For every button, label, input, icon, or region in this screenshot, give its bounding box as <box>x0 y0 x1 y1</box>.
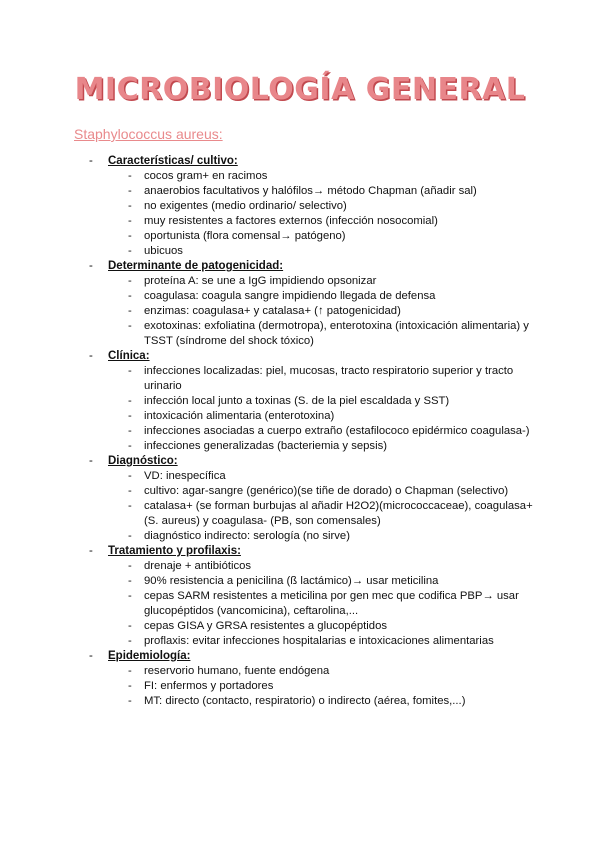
bullet-dash: - <box>128 290 132 302</box>
bullet-dash: - <box>128 230 132 242</box>
bullet-dash: - <box>128 470 132 482</box>
bullet-dash: - <box>128 395 132 407</box>
section-heading <box>0 544 600 559</box>
bullet-dash: - <box>128 575 132 587</box>
list-item <box>0 439 600 454</box>
bullet-dash: - <box>128 485 132 497</box>
list-item <box>0 289 600 304</box>
list-item <box>0 169 600 184</box>
list-item <box>0 319 600 349</box>
bullet-dash: - <box>128 680 132 692</box>
list-item <box>0 184 600 199</box>
bullet-dash: - <box>89 455 93 467</box>
list-item-text: cultivo: agar-sangre (genérico)(se tiñe de dorado) o Chapman (selectivo) <box>144 485 509 497</box>
list-item-text: enzimas: coagulasa+ y catalasa+ (↑ patogenicidad) <box>144 305 401 317</box>
list-item-text: catalasa+ (se forman burbujas al añadir H2O2)(micrococcaceae), coagulasa+ (S. aureus) y coagulasa- (PB, son comensales) <box>144 500 533 527</box>
list-item-text: infecciones generalizadas (bacteriemia y sepsis) <box>144 440 387 452</box>
section-heading-text: Tratamiento y profilaxis: <box>108 545 241 557</box>
list-item-text: cocos gram+ en racimos <box>144 170 268 182</box>
list-item <box>0 214 600 229</box>
list-item-text: oportunista (flora comensal→ patógeno) <box>144 230 346 242</box>
list-item <box>0 619 600 634</box>
list-item <box>0 199 600 214</box>
bullet-dash: - <box>128 365 132 377</box>
bullet-dash: - <box>128 635 132 647</box>
bullet-dash: - <box>128 185 132 197</box>
list-item-text: drenaje + antibióticos <box>144 560 252 572</box>
section-heading-text: Clínica: <box>108 350 150 362</box>
bullet-dash: - <box>89 260 93 272</box>
list-item-text: cepas SARM resistentes a meticilina por gen mec que codifica PBP→ usar glucopéptidos (vancomicina), ceftarolina,... <box>144 590 519 617</box>
section <box>0 649 600 709</box>
section-heading-text: Epidemiología: <box>108 650 191 662</box>
section-heading-text: Determinante de patogenicidad: <box>108 260 284 272</box>
list-item-text: VD: inespecífica <box>144 470 226 482</box>
list-item-text: FI: enfermos y portadores <box>144 680 274 692</box>
list-item <box>0 634 600 649</box>
list-item <box>0 664 600 679</box>
list-item-text: proteína A: se une a IgG impidiendo opsonizar <box>144 275 377 287</box>
bullet-dash: - <box>128 425 132 437</box>
section-heading <box>0 349 600 364</box>
bullet-dash: - <box>128 620 132 632</box>
list-item-text: infección local junto a toxinas (S. de la piel escaldada y SST) <box>144 395 450 407</box>
section <box>0 259 600 349</box>
organism-subtitle: Staphylococcus aureus: <box>74 126 223 142</box>
list-item-text: proflaxis: evitar infecciones hospitalarias e intoxicaciones alimentarias <box>144 635 494 647</box>
notes-content <box>0 154 600 709</box>
page-title: MICROBIOLOGÍA GENERAL <box>74 72 526 107</box>
list-item-text: muy resistentes a factores externos (infección nosocomial) <box>144 215 438 227</box>
bullet-dash: - <box>89 155 93 167</box>
list-item <box>0 499 600 529</box>
list-item <box>0 409 600 424</box>
list-item <box>0 244 600 259</box>
bullet-dash: - <box>128 500 132 512</box>
list-item-text: reservorio humano, fuente endógena <box>144 665 330 677</box>
bullet-dash: - <box>128 215 132 227</box>
bullet-dash: - <box>128 245 132 257</box>
bullet-dash: - <box>128 275 132 287</box>
list-item-text: MT: directo (contacto, respiratorio) o indirecto (aérea, fomites,...) <box>144 695 466 707</box>
list-item-text: ubicuos <box>144 245 183 257</box>
list-item <box>0 424 600 439</box>
bullet-dash: - <box>128 665 132 677</box>
list-item <box>0 484 600 499</box>
list-item-text: 90% resistencia a penicilina (ß lactámico)→ usar meticilina <box>144 575 439 587</box>
list-item-text: diagnóstico indirecto: serología (no sirve) <box>144 530 350 542</box>
section-heading <box>0 649 600 664</box>
list-item-text: exotoxinas: exfoliatina (dermotropa), enterotoxina (intoxicación alimentaria) y TSST (síndrome del shock tóxico) <box>144 320 529 347</box>
list-item-text: infecciones asociadas a cuerpo extraño (estafilococo epidérmico coagulasa-) <box>144 425 530 437</box>
list-item-text: anaerobios facultativos y halófilos→ método Chapman (añadir sal) <box>144 185 477 197</box>
bullet-dash: - <box>128 590 132 602</box>
list-item <box>0 394 600 409</box>
list-item-text: no exigentes (medio ordinario/ selectivo) <box>144 200 347 212</box>
section-heading-text: Características/ cultivo: <box>108 155 238 167</box>
bullet-dash: - <box>128 305 132 317</box>
bullet-dash: - <box>89 650 93 662</box>
list-item <box>0 529 600 544</box>
list-item <box>0 274 600 289</box>
section-heading <box>0 154 600 169</box>
list-item <box>0 364 600 394</box>
list-item-text: coagulasa: coagula sangre impidiendo llegada de defensa <box>144 290 436 302</box>
bullet-dash: - <box>128 200 132 212</box>
list-item <box>0 304 600 319</box>
bullet-dash: - <box>128 530 132 542</box>
list-item <box>0 694 600 709</box>
list-item <box>0 559 600 574</box>
bullet-dash: - <box>128 170 132 182</box>
bullet-dash: - <box>89 350 93 362</box>
bullet-dash: - <box>89 545 93 557</box>
section <box>0 544 600 649</box>
section <box>0 454 600 544</box>
bullet-dash: - <box>128 320 132 332</box>
list-item-text: intoxicación alimentaria (enterotoxina) <box>144 410 335 422</box>
section-heading-text: Diagnóstico: <box>108 455 178 467</box>
section-heading <box>0 259 600 274</box>
section <box>0 349 600 454</box>
list-item <box>0 589 600 619</box>
section <box>0 154 600 259</box>
list-item <box>0 229 600 244</box>
list-item <box>0 679 600 694</box>
bullet-dash: - <box>128 695 132 707</box>
bullet-dash: - <box>128 410 132 422</box>
list-item <box>0 574 600 589</box>
bullet-dash: - <box>128 440 132 452</box>
bullet-dash: - <box>128 560 132 572</box>
list-item-text: cepas GISA y GRSA resistentes a glucopéptidos <box>144 620 388 632</box>
section-heading <box>0 454 600 469</box>
list-item <box>0 469 600 484</box>
list-item-text: infecciones localizadas: piel, mucosas, tracto respiratorio superior y tracto urinario <box>144 365 514 392</box>
